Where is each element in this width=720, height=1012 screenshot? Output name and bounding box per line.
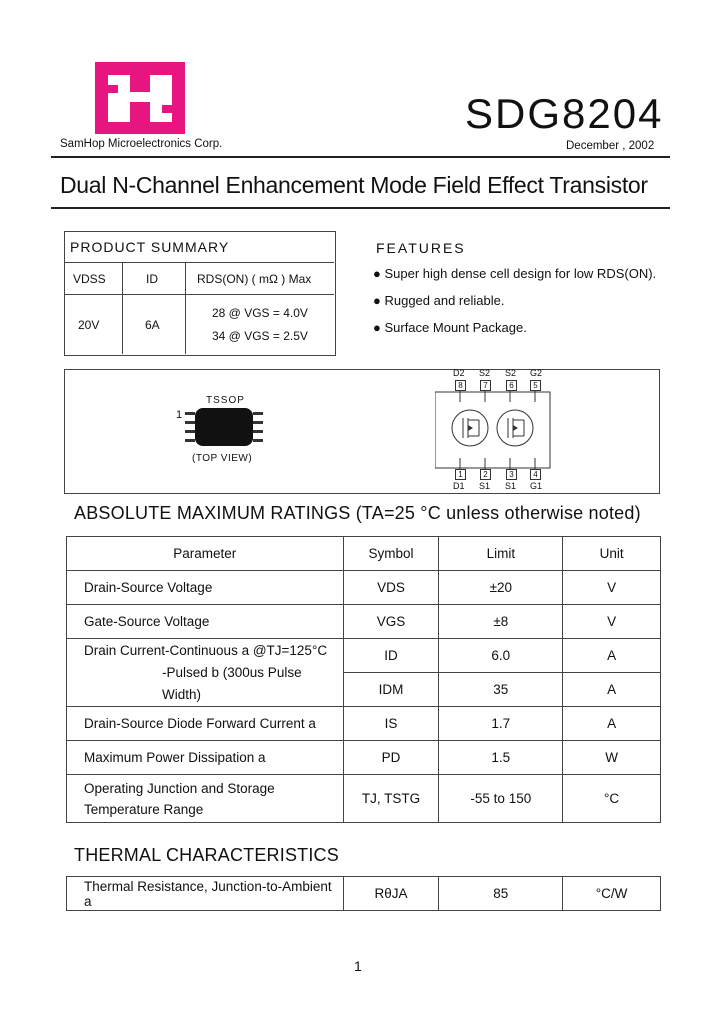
symbol-cell: RθJA — [343, 877, 439, 911]
id-header: ID — [146, 272, 158, 286]
param-cell: Drain-Source Voltage — [67, 571, 344, 605]
pin-number: 1 — [455, 469, 466, 480]
pin-label: D2 — [453, 368, 465, 378]
table-row — [67, 571, 661, 605]
pin-number: 6 — [506, 380, 517, 391]
header-divider — [51, 156, 670, 158]
table-row — [67, 877, 661, 911]
limit-cell: ±8 — [439, 605, 563, 639]
document-date: December , 2002 — [566, 140, 655, 152]
feature-item: ● Surface Mount Package. — [373, 320, 527, 335]
header-cell: Limit — [439, 537, 563, 571]
pin-label: S2 — [505, 368, 517, 378]
unit-cell: °C — [563, 775, 661, 823]
feature-text: Rugged and reliable. — [384, 293, 505, 308]
unit-cell: A — [563, 673, 661, 707]
divider — [64, 262, 334, 263]
limit-cell: 1.5 — [439, 741, 563, 775]
pin-number: 5 — [530, 380, 541, 391]
unit-cell: A — [563, 639, 661, 673]
table-row — [67, 639, 661, 673]
param-cell: Gate-Source Voltage — [67, 605, 344, 639]
pin-number: 2 — [480, 469, 491, 480]
product-summary-heading: PRODUCT SUMMARY — [70, 239, 230, 255]
symbol-cell: TJ, TSTG — [343, 775, 439, 823]
pin-number: 3 — [506, 469, 517, 480]
rds-header: RDS(ON) ( mΩ ) Max — [197, 272, 312, 286]
table-row — [67, 707, 661, 741]
table-row — [67, 775, 661, 823]
symbol-cell: ID — [343, 639, 439, 673]
tssop-package-icon — [185, 408, 265, 450]
mosfet-schematic — [435, 390, 555, 470]
top-view-label: (TOP VIEW) — [192, 453, 253, 464]
rds-value-2: 34 @ VGS = 2.5V — [212, 329, 308, 343]
id-value: 6A — [145, 318, 160, 332]
company-name: SamHop Microelectronics Corp. — [60, 138, 223, 150]
package-name: TSSOP — [206, 395, 245, 406]
param-cell — [67, 775, 344, 823]
pin-label: S1 — [505, 481, 517, 491]
header-cell: Unit — [563, 537, 661, 571]
param-line: Drain Current-Continuous a @TJ=125°C — [84, 642, 328, 658]
param-cell: Drain-Source Diode Forward Current a — [67, 707, 344, 741]
param-line: Operating Junction and Storage — [84, 780, 275, 796]
limit-cell: 35 — [439, 673, 563, 707]
param-line: Temperature Range — [84, 801, 204, 817]
features-heading: FEATURES — [376, 240, 466, 256]
thermal-heading: THERMAL CHARACTERISTICS — [74, 845, 339, 865]
symbol-cell: IDM — [343, 673, 439, 707]
limit-cell: 1.7 — [439, 707, 563, 741]
limit-cell: 85 — [439, 877, 563, 911]
rds-value-1: 28 @ VGS = 4.0V — [212, 306, 308, 320]
pin-number: 4 — [530, 469, 541, 480]
param-cell: Thermal Resistance, Junction-to-Ambient a — [67, 877, 344, 911]
thermal-table — [66, 876, 661, 911]
header-cell: Parameter — [67, 537, 344, 571]
symbol-cell: PD — [343, 741, 439, 775]
symbol-cell: IS — [343, 707, 439, 741]
divider — [122, 262, 123, 354]
param-cell — [67, 639, 344, 707]
divider — [185, 262, 186, 354]
vdss-header: VDSS — [73, 272, 106, 286]
limit-cell: ±20 — [439, 571, 563, 605]
limit-cell: 6.0 — [439, 639, 563, 673]
unit-cell: V — [563, 571, 661, 605]
param-line: -Pulsed b (300us Pulse Width) — [162, 664, 302, 702]
feature-text: Surface Mount Package. — [384, 320, 527, 335]
pin-label: G2 — [530, 368, 543, 378]
feature-item: ● Super high dense cell design for low RDS(ON). — [373, 266, 657, 281]
pin-label: G1 — [530, 481, 543, 491]
abs-max-heading: ABSOLUTE MAXIMUM RATINGS (TA=25 °C unless otherwise noted) — [74, 503, 641, 523]
header-cell: Symbol — [343, 537, 439, 571]
unit-cell: A — [563, 707, 661, 741]
pin1-label: 1 — [176, 409, 183, 421]
pin-number: 7 — [480, 380, 491, 391]
limit-cell: -55 to 150 — [439, 775, 563, 823]
unit-cell: V — [563, 605, 661, 639]
feature-item: ● Rugged and reliable. — [373, 293, 505, 308]
vdss-value: 20V — [78, 318, 100, 332]
pin-label: S2 — [479, 368, 491, 378]
symbol-cell: VDS — [343, 571, 439, 605]
unit-cell: °C/W — [563, 877, 661, 911]
abs-max-table — [66, 536, 661, 823]
samhop-logo — [95, 62, 185, 134]
pin-label: S1 — [479, 481, 491, 491]
pin-label: D1 — [453, 481, 465, 491]
table-row — [67, 741, 661, 775]
package-diagram-box — [64, 369, 660, 494]
part-number: SDG8204 — [465, 90, 664, 137]
divider — [64, 294, 334, 295]
pin-number: 8 — [455, 380, 466, 391]
document-title: Dual N-Channel Enhancement Mode Field Effect Transistor — [60, 172, 648, 198]
table-header-row — [67, 537, 661, 571]
table-row — [67, 605, 661, 639]
title-divider — [51, 207, 670, 209]
symbol-cell: VGS — [343, 605, 439, 639]
page-number: 1 — [354, 958, 362, 974]
feature-text: Super high dense cell design for low RDS(ON). — [384, 266, 657, 281]
unit-cell: W — [563, 741, 661, 775]
param-cell: Maximum Power Dissipation a — [67, 741, 344, 775]
